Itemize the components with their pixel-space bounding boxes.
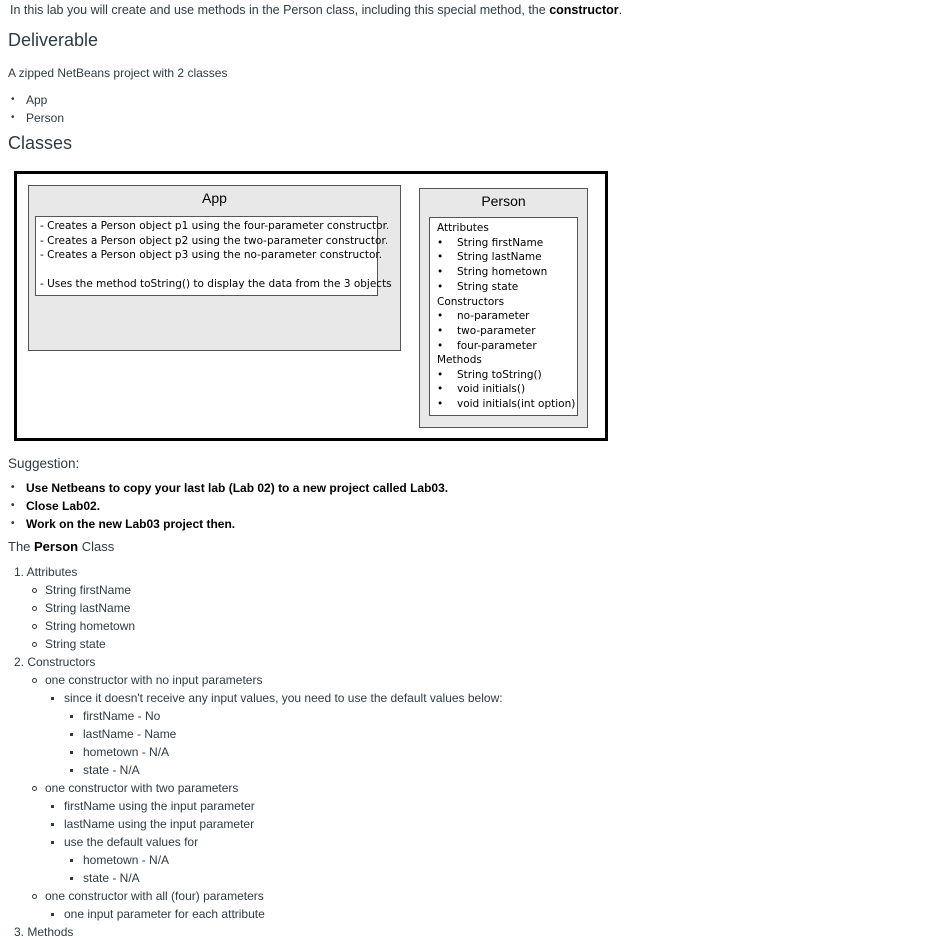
deliverable-heading: Deliverable (8, 30, 99, 50)
classes-heading: Classes (8, 133, 73, 153)
attributes-label: Attributes (437, 222, 489, 234)
default-value: state - N/A (83, 871, 140, 885)
attribute-item: • String firstName (457, 237, 543, 249)
attribute-item: • String hometown (457, 266, 547, 278)
constructor-item: • two-parameter (457, 325, 536, 337)
default-value: lastName - Name (83, 727, 177, 741)
constructor-detail: use the default values for (64, 835, 199, 849)
constructors-heading: 2. Constructors (14, 655, 96, 669)
suggestion-item: • Close Lab02. (26, 499, 100, 513)
method-item: • void initials() (457, 383, 525, 395)
suggestion-item: • Use Netbeans to copy your last lab (Lab 02) to a new project called Lab03. (26, 481, 448, 495)
intro-text: In this lab you will create and use methods in the Person class, including this special method, the constructor. (10, 3, 623, 17)
method-item: • String toString() (457, 369, 542, 381)
attribute-list-item: String firstName (45, 583, 132, 597)
constructor-item: • no-parameter (457, 310, 530, 322)
deliverable-description: A zipped NetBeans project with 2 classes (8, 66, 228, 80)
methods-heading: 3. Methods (14, 925, 74, 939)
app-line: - Creates a Person object p1 using the four-parameter constructor. (40, 220, 390, 232)
default-value: hometown - N/A (83, 745, 170, 759)
app-line: - Creates a Person object p3 using the no-parameter constructor. (40, 249, 383, 261)
class-diagram (14, 171, 608, 441)
person-class-heading: The Person Class (8, 539, 115, 554)
suggestion-heading: Suggestion: (8, 456, 80, 471)
suggestion-item: • Work on the new Lab03 project then. (26, 517, 235, 531)
constructor-detail: firstName using the input parameter (64, 799, 255, 813)
attribute-item: • String state (457, 281, 518, 293)
constructor-detail: since it doesn't receive any input values, you need to use the default values below: (64, 691, 503, 705)
constructor-item: • four-parameter (457, 340, 537, 352)
method-item: • void initials(int option) (457, 398, 575, 410)
person-class-title: Person (481, 193, 526, 209)
default-value: state - N/A (83, 763, 140, 777)
constructor-no-params: one constructor with no input parameters (45, 673, 263, 687)
deliverable-item-person: • Person (26, 111, 64, 125)
constructor-four-params: one constructor with all (four) parameters (45, 889, 264, 903)
methods-label: Methods (437, 354, 482, 366)
attribute-list-item: String state (45, 637, 106, 651)
attribute-item: • String lastName (457, 251, 542, 263)
app-class-details (35, 216, 392, 296)
attribute-list-item: String lastName (45, 601, 131, 615)
constructor-detail: one input parameter for each attribute (64, 907, 265, 921)
default-value: hometown - N/A (83, 853, 170, 867)
attribute-list-item: String hometown (45, 619, 136, 633)
app-class-box (28, 185, 401, 351)
attributes-heading: 1. Attributes (14, 565, 78, 579)
constructor-detail: lastName using the input parameter (64, 817, 255, 831)
app-line: - Uses the method toString() to display the data from the 3 objects (40, 278, 392, 290)
app-line: - Creates a Person object p2 using the two-parameter constructor. (40, 235, 389, 247)
person-class-details (429, 217, 578, 416)
constructor-two-params: one constructor with two parameters (45, 781, 239, 795)
default-value: firstName - No (83, 709, 161, 723)
deliverable-item-app: • App (26, 93, 47, 107)
person-class-box (419, 188, 588, 428)
app-class-title: App (202, 190, 227, 206)
constructors-label: Constructors (437, 296, 505, 308)
